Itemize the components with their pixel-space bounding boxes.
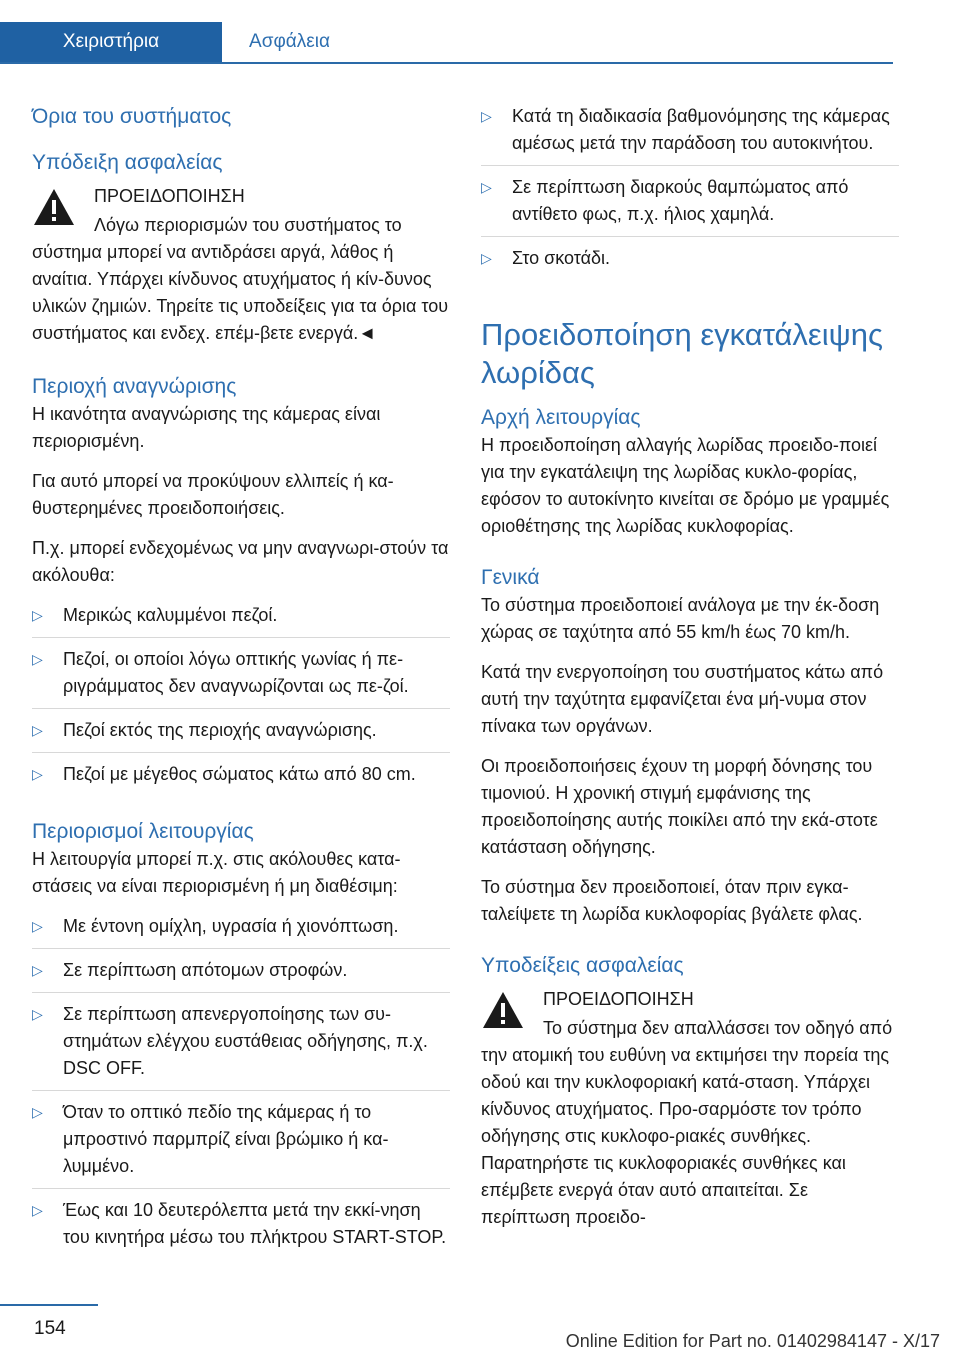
warning-triangle-icon [481, 990, 525, 1030]
tab-safety[interactable]: Ασφάλεια [249, 31, 330, 52]
safety-heading: Υπόδειξη ασφαλείας [32, 151, 223, 174]
main-title: Προειδοποίηση εγκατάλειψης λωρίδας [481, 317, 883, 390]
detection-heading: Περιοχή αναγνώρισης [32, 375, 237, 398]
list-item: ▷ Με έντονη ομίχλη, υγρασία ή χιονόπτωση. [32, 913, 450, 949]
principle-paragraph: Η προειδοποίηση αλλαγής λωρίδας προειδο-ποιεί για την εγκατάλειψη της λωρίδας κυκλο-φορίας, εφόσον το αυτοκίνητο κινείται σε δρόμο με γραμμές οριοθέτησης της λωρίδας κυκλοφορίας. [481, 435, 890, 536]
page-number-rule [0, 1304, 98, 1306]
bullet-icon: ▷ [32, 1104, 43, 1120]
general-paragraph: Το σύστημα δεν προειδοποιεί, όταν πριν εγκα-ταλείψετε τη λωρίδα κυκλοφορίας βγάλετε φλας. [481, 877, 863, 924]
limits-paragraph: Η λειτουργία μπορεί π.χ. στις ακόλουθες κατα-στάσεις να είναι περιορισμένη ή μη διαθέσιμη: [32, 849, 401, 896]
list-item: ▷ Μερικώς καλυμμένοι πεζοί. [32, 602, 450, 638]
left-column [32, 103, 450, 1272]
bullet-icon: ▷ [32, 651, 43, 667]
warning-triangle-icon [32, 187, 76, 227]
warning-label: ΠΡΟΕΙΔΟΠΟΙΗΣΗ [94, 186, 245, 206]
bullet-icon: ▷ [32, 722, 43, 738]
limits-list [32, 913, 450, 1259]
list-item: ▷ Όταν το οπτικό πεδίο της κάμερας ή το μπροστινό παρμπρίζ είναι βρώμικο ή κα-λυμμένο. [32, 1099, 450, 1189]
warning-text: Το σύστημα δεν απαλλάσσει τον οδηγό από την ατομική του ευθύνη να εκτιμήσει την πορεία της οδού και την κυκλοφοριακή κατά-σταση. Υπάρχει κίνδυνος ατυχήματος. Προ-σαρμόστε τον τρόπο οδήγησης στις κυκλοφο-ριακές συνθήκες. Παρατηρήστε τις κυκλοφοριακές συνθήκες και επέμβετε ενεργά όταν αυτό απαιτείται. Σε περίπτωση προειδο- [481, 1018, 893, 1227]
bullet-icon: ▷ [481, 108, 492, 124]
section-title: Όρια του συστήματος [32, 105, 232, 128]
detection-paragraph: Π.χ. μπορεί ενδεχομένως να μην αναγνωρι-στούν τα ακόλουθα: [32, 538, 449, 585]
list-item: ▷ Σε περίπτωση απότομων στροφών. [32, 957, 450, 993]
general-heading: Γενικά [481, 566, 540, 589]
warning-text: Λόγω περιορισμών του συστήματος το σύστημα μπορεί να αντιδράσει αργά, λάθος ή αναίτια. Υπάρχει κίνδυνος ατυχήματος ή κίν-δυνος υλικών ζημιών. Τηρείτε τις υποδείξεις για τα όρια του συστήματος και ενδεχ. επέμ-βετε ενεργά.◄ [32, 215, 449, 343]
list-item: ▷ Πεζοί, οι οποίοι λόγω οπτικής γωνίας ή πε-ριγράμματος δεν αναγνωρίζονται ως πε-ζοί. [32, 646, 450, 709]
general-paragraph: Κατά την ενεργοποίηση του συστήματος κάτω από αυτή την ταχύτητα εμφανίζεται ένα μή-νυμα στον πίνακα των οργάνων. [481, 662, 884, 736]
warning-box [481, 986, 899, 1231]
detection-list [32, 602, 450, 796]
list-item: ▷ Πεζοί με μέγεθος σώματος κάτω από 80 cm. [32, 761, 450, 796]
general-paragraph: Οι προειδοποιήσεις έχουν τη μορφή δόνησης του τιμονιού. Η χρονική στιγμή εμφάνισης της προειδοποίησης αυτής ποικίλει από την εκά-στοτε κατάσταση οδήγησης. [481, 756, 878, 857]
bullet-icon: ▷ [481, 179, 492, 195]
list-item: ▷ Στο σκοτάδι. [481, 245, 899, 280]
list-item: ▷ Κατά τη διαδικασία βαθμονόμησης της κάμερας αμέσως μετά την παράδοση του αυτοκινήτου. [481, 103, 899, 166]
detection-paragraph: Η ικανότητα αναγνώρισης της κάμερας είναι περιορισμένη. [32, 404, 381, 451]
bullet-icon: ▷ [32, 607, 43, 623]
tab-controls[interactable]: Χειριστήρια [0, 22, 222, 62]
list-item: ▷ Σε περίπτωση διαρκούς θαμπώματος από αντίθετο φως, π.χ. ήλιος χαμηλά. [481, 174, 899, 237]
bullet-icon: ▷ [32, 766, 43, 782]
bullet-icon: ▷ [32, 1202, 43, 1218]
principle-heading: Αρχή λειτουργίας [481, 406, 641, 429]
footer-edition: Online Edition for Part no. 01402984147 - X/17 [565, 1331, 940, 1351]
list-item: ▷ Σε περίπτωση απενεργοποίησης των συ-στημάτων ελέγχου ευστάθειας οδήγησης, π.χ. DSC OFF. [32, 1001, 450, 1091]
right-column [481, 103, 899, 1244]
bullet-icon: ▷ [32, 962, 43, 978]
safety-heading: Υποδείξεις ασφαλείας [481, 954, 684, 977]
limits-heading: Περιορισμοί λειτουργίας [32, 820, 254, 843]
detection-paragraph: Για αυτό μπορεί να προκύψουν ελλιπείς ή κα-θυστερημένες προειδοποιήσεις. [32, 471, 394, 518]
bullet-icon: ▷ [32, 918, 43, 934]
list-item: ▷ Πεζοί εκτός της περιοχής αναγνώρισης. [32, 717, 450, 753]
list-item: ▷ Έως και 10 δευτερόλεπτα μετά την εκκί-νηση του κινητήρα μέσω του πλήκτρου START-STOP. [32, 1197, 450, 1259]
tab-bar [0, 22, 893, 64]
page-number: 154 [34, 1318, 66, 1339]
general-paragraph: Το σύστημα προειδοποιεί ανάλογα με την έκ-δοση χώρας σε ταχύτητα από 55 km/h έως 70 km/h. [481, 595, 880, 642]
bullet-icon: ▷ [481, 250, 492, 266]
warning-label: ΠΡΟΕΙΔΟΠΟΙΗΣΗ [543, 989, 694, 1009]
warning-box [32, 183, 450, 347]
bullet-icon: ▷ [32, 1006, 43, 1022]
continued-list [481, 103, 899, 280]
